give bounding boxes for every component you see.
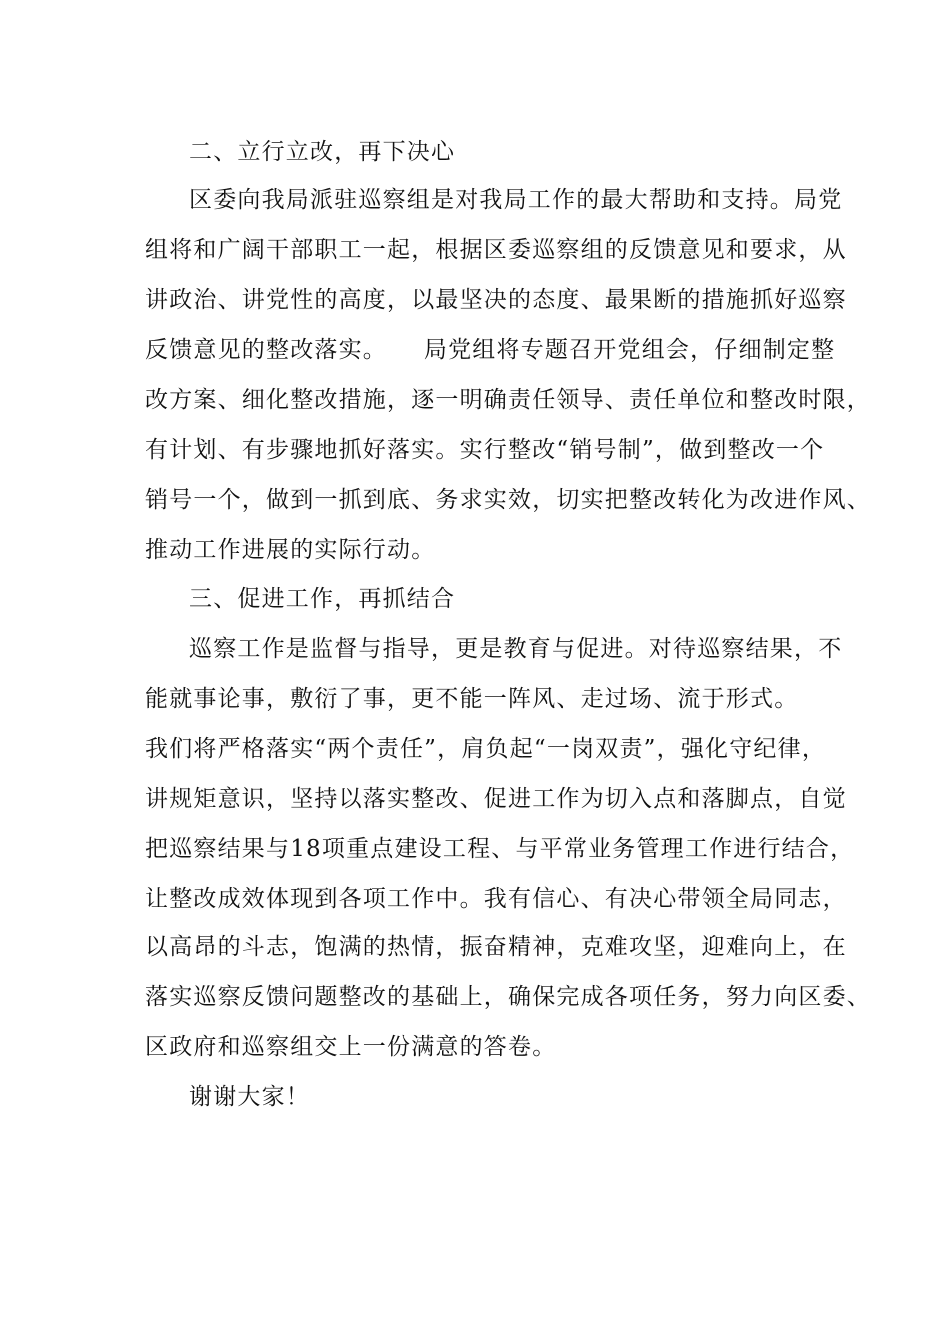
section-heading: 三、促进工作，再抓结合 [189, 586, 456, 612]
closing-line: 谢谢大家！ [189, 1084, 310, 1110]
paragraph-line: 讲规矩意识，坚持以落实整改、促进工作为切入点和落脚点，自觉 [145, 786, 847, 812]
paragraph-line: 组将和广阔干部职工一起，根据区委巡察组的反馈意见和要求，从 [145, 237, 847, 263]
paragraph-line: 改方案、细化整改措施，逐一明确责任领导、责任单位和整改时限， [145, 387, 871, 413]
paragraph-line: 让整改成效体现到各项工作中。我有信心、有决心带领全局同志， [145, 886, 847, 912]
paragraph-line: 巡察工作是监督与指导，更是教育与促进。对待巡察结果，不 [189, 636, 843, 662]
paragraph-line: 把巡察结果与18项重点建设工程、与平常业务管理工作进行结合， [145, 836, 855, 862]
paragraph-line: 有计划、有步骤地抓好落实。实行整改“销号制”，做到整改一个 [145, 437, 825, 463]
paragraph-line: 以高昂的斗志，饱满的热情，振奋精神，克难攻坚，迎难向上，在 [145, 934, 847, 960]
paragraph-line: 区政府和巡察组交上一份满意的答卷。 [145, 1034, 557, 1060]
paragraph-line: 销号一个，做到一抓到底、务求实效，切实把整改转化为改进作风、 [145, 487, 871, 513]
paragraph-line: 推动工作进展的实际行动。 [145, 537, 436, 563]
paragraph-line: 区委向我局派驻巡察组是对我局工作的最大帮助和支持。局党 [189, 187, 843, 213]
paragraph-line: 能就事论事，敷衍了事，更不能一阵风、走过场、流于形式。 [145, 686, 799, 712]
section-heading: 二、立行立改，再下决心 [189, 139, 456, 165]
paragraph-line: 讲政治、讲党性的高度，以最坚决的态度、最果断的措施抓好巡察 [145, 287, 847, 313]
paragraph-line: 我们将严格落实“两个责任”，肩负起“一岗双责”，强化守纪律， [145, 736, 827, 762]
paragraph-line: 反馈意见的整改落实。 局党组将专题召开党组会，仔细制定整 [145, 337, 836, 363]
paragraph-line: 落实巡察反馈问题整改的基础上，确保完成各项任务，努力向区委、 [145, 984, 871, 1010]
